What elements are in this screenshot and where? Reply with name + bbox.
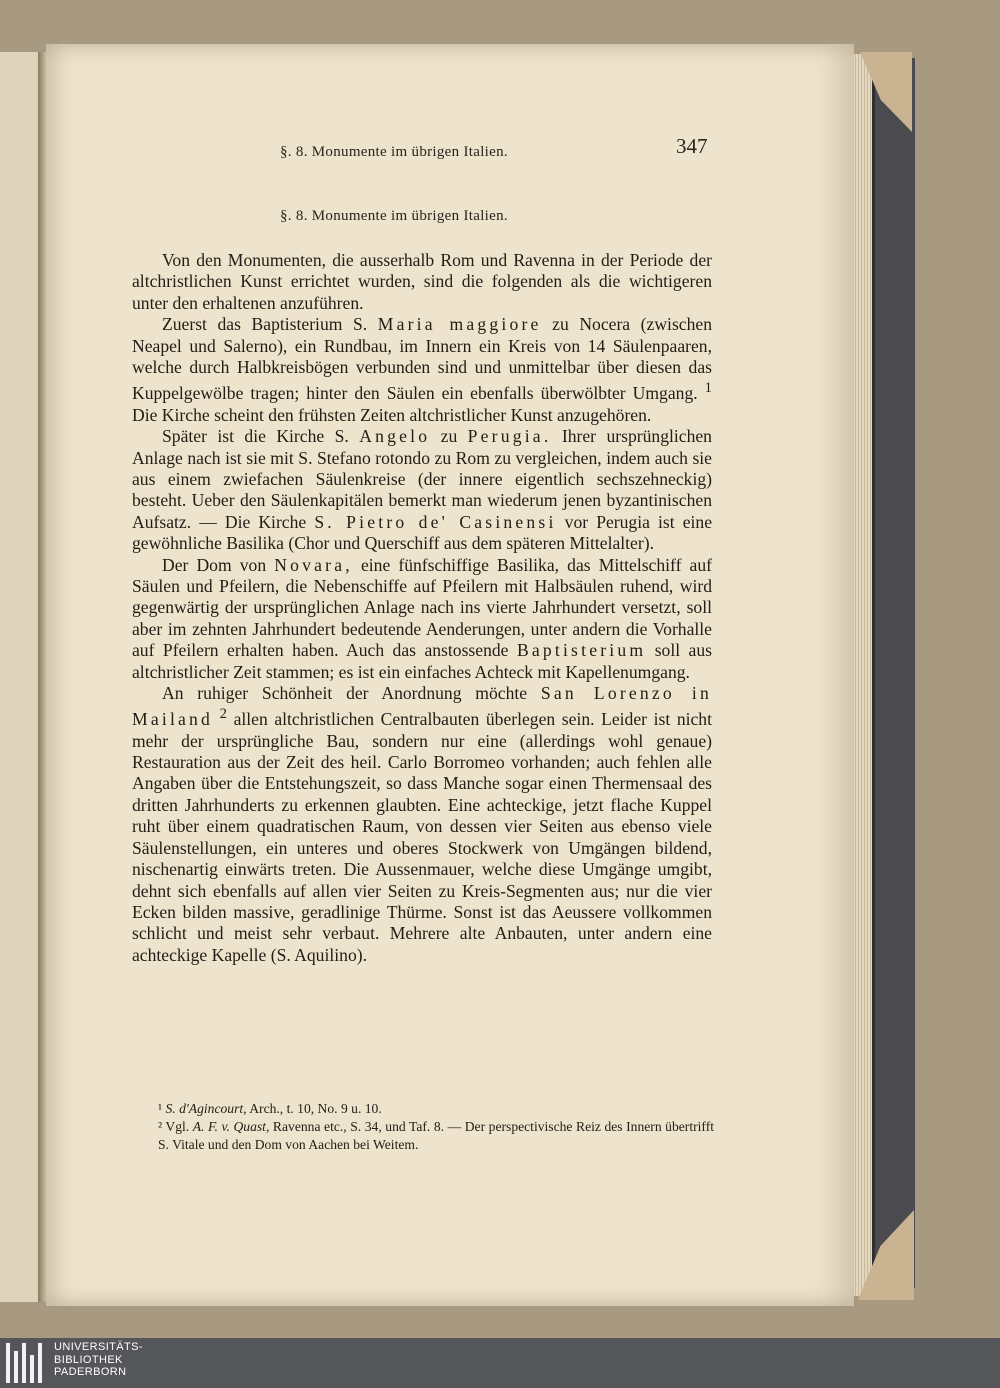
library-name: [54, 1341, 143, 1379]
spaced-name-maria-maggiore: Maria maggiore: [377, 314, 542, 335]
library-logo-icon: [6, 1343, 46, 1383]
spaced-name-pietro: S. Pietro de' Casinensi: [314, 511, 557, 532]
spaced-name-angelo: Angelo: [359, 426, 431, 447]
paragraph-4-text-c: soll aus altchristlicher Zeit stammen; es ist ein einfaches Achteck mit Kapellenumgang.: [132, 640, 712, 682]
paragraph-3-text-c: Ihrer ursprünglichen Anlage nach ist sie mit S. Stefano rotondo zu Rom zu vergleichen, indem auch sie aus einem zwiefachen Säulenkreise (der innere eigentlich sechszehneckig) besteht. Ueber den Säulenkapitälen bemerkt man wiederum jenen byzantinischen Aufsatz. — Die Kirche: [132, 426, 712, 532]
footnote-2-prefix: Vgl.: [165, 1119, 190, 1134]
footnote-1: [158, 1100, 714, 1118]
paragraph-3-text-b: zu: [440, 426, 458, 447]
footnote-1-mark: ¹: [158, 1101, 163, 1116]
footnotes: [158, 1100, 714, 1154]
paragraph-4-text-b: eine fünfschiffige Basilika, das Mittelschiff auf Säulen und Pfeilern, die Nebenschiffe auf Pfeilern mit Halbsäulen ruhend, wird gegenwärtig der ursprünglichen Anlage nach ins vierte Jahrhundert versetzt, soll aber im zehnten Jahrhundert bedeutende Aenderungen, unter andern die Vorhalle auf Pfeilern erhalten haben. Auch das anstossende: [132, 554, 713, 661]
footnote-2-text: Ravenna etc., S. 34, und Taf. 8. — Der perspectivische Reiz des Innern übertrifft S. Vitale und den Dom von Aachen bei Weitem.: [158, 1119, 714, 1152]
paragraph-2-text-a: Zuerst das Baptisterium S.: [162, 314, 368, 335]
paragraph-2-text-c: Die Kirche scheint den frühsten Zeiten altchristlicher Kunst anzugehören.: [132, 404, 652, 425]
footnote-1-text: Arch., t. 10, No. 9 u. 10.: [249, 1101, 382, 1116]
paragraph-5-text-a: An ruhiger Schönheit der Anordnung möchte: [162, 682, 528, 703]
paragraph-4-text-a: Der Dom von: [162, 554, 267, 575]
paragraph-3-text-d: vor Perugia ist eine gewöhnliche Basilika (Chor und Querschiff aus dem späteren Mittelalter).: [132, 511, 713, 554]
library-name-line-2: BIBLIOTHEK: [54, 1353, 123, 1366]
left-page-edge: [0, 52, 40, 1302]
running-head: §. 8. Monumente im übrigen Italien.: [280, 144, 508, 160]
paragraph-2-text-b: zu Nocera (zwischen Neapel und Salerno), ein Rundbau, im Innern ein Kreis von 14 Säulenpaaren, welche durch Halbkreisbögen verbunden sind und unmittelbar über diesen das Kuppelgewölbe tragen; hinter den Säulen ein ebenfalls überwölbter Umgang.: [132, 314, 713, 404]
footnote-ref-2: 2: [219, 706, 227, 723]
paragraph-2: [132, 314, 712, 426]
spaced-name-perugia: Perugia.: [467, 426, 552, 447]
paragraph-1: [132, 250, 712, 314]
paragraph-3-text-a: Später ist die Kirche S.: [162, 426, 349, 447]
spaced-name-novara: Novara,: [274, 554, 353, 575]
paragraph-4: [132, 555, 712, 683]
book-cover: [872, 58, 915, 1288]
footnote-1-author: S. d'Agincourt,: [165, 1101, 247, 1116]
library-name-line-1: UNIVERSITÄTS-: [54, 1341, 143, 1353]
paragraph-1-text: Von den Monumenten, die ausserhalb Rom und Ravenna in der Periode der altchristlichen Kunst errichtet wurden, sind die folgenden als die wichtigeren unter den erhaltenen anzuführen.: [132, 250, 712, 313]
footnote-2: [158, 1118, 714, 1154]
section-title: §. 8. Monumente im übrigen Italien.: [280, 208, 508, 224]
library-footer-bar: [0, 1338, 1000, 1388]
footnote-ref-1: 1: [704, 380, 712, 397]
body-text: [132, 250, 712, 966]
paragraph-5-text-b: allen altchristlichen Centralbauten überlegen sein. Leider ist nicht mehr der ursprüngliche Bau, sondern nur eine (allerdings wohl genaue) Restauration aus der Zeit des heil. Carlo Borromeo vorhanden; auch fehlen alle Angaben über die Entstehungszeit, so dass Manche sogar einen Thermensaal des dritten Jahrhunderts zu erkennen glaubten. Eine achteckige, jetzt flache Kuppel ruht über einem quadratischen Raum, von dessen vier Seiten aus ebenso viele Säulenstellungen, ein unteres und oberes Stockwerk von Umgängen bildend, nischenartig einwärts treten. Die Aussenmauer, welche diese Umgänge umgibt, dehnt sich ebenfalls auf allen vier Seiten zu Kreis-Segmenten aus; nur die vier Ecken bilden massive, geradlinige Thürme. Sonst ist das Aeussere vollkommen schlicht und meist sehr verbaut. Mehrere alte Anbauten, unter andern eine achteckige Kapelle (S. Aquilino).: [132, 709, 712, 965]
footnote-2-author: A. F. v. Quast,: [192, 1119, 270, 1134]
page-number: 347: [676, 134, 708, 158]
library-name-line-3: PADERBORN: [54, 1366, 127, 1378]
paragraph-3: [132, 426, 712, 554]
paragraph-5: [132, 683, 712, 966]
footnote-2-mark: ²: [158, 1119, 163, 1134]
spaced-name-baptisterium: Baptisterium: [516, 640, 647, 661]
spaced-name-san-lorenzo: San Lorenzo in Mailand: [132, 682, 712, 730]
